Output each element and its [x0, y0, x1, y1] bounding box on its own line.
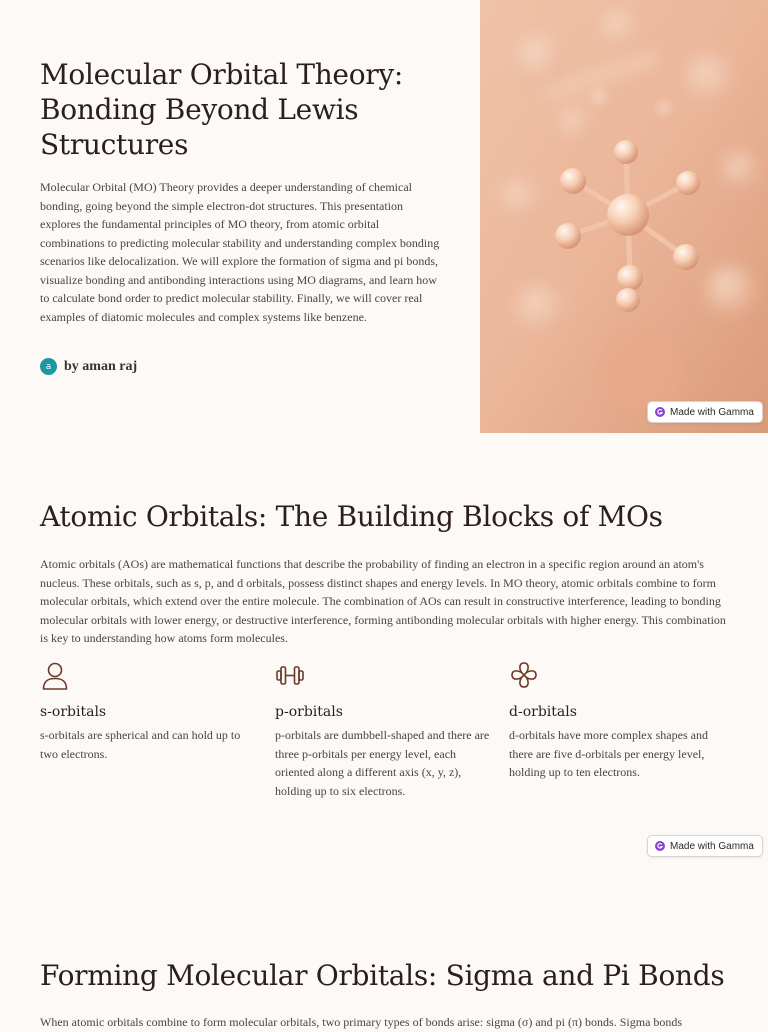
molecule-illustration: [480, 0, 768, 433]
card-s-orbitals: [40, 660, 258, 763]
card-body: s-orbitals are spherical and can hold up to two electrons.: [40, 728, 241, 761]
dumbbell-icon: [275, 660, 305, 690]
molecule-model-image: [480, 0, 768, 433]
section-body-atomic-orbitals: Atomic orbitals (AOs) are mathematical functions that describe the probability of finding an electron in a specific region around an atom's nucleus. These orbitals, such as s, p, and d orbitals, possess distinct shapes and energy levels. In MO theory, atomic orbitals combine to form molecular orbitals, which extend over the entire molecule. The combination of AOs can result in constructive interference, leading to bonding molecular orbitals with lower energy, or destructive interference, forming antibonding molecular orbitals with higher energy. This combination is key to understanding how atoms form molecules.: [40, 557, 726, 645]
hero-description: Molecular Orbital (MO) Theory provides a deeper understanding of chemical bonding, going beyond the simple electron-dot structures. This presentation explores the fundamental principles of MO theory, from atomic orbital combinations to predicting molecular stability and understanding complex bonding scenarios like delocalization. We will explore the formation of sigma and pi bonds, visualize bonding and antibonding interactions using MO diagrams, and learn how to calculate bond order to predict molecular stability. Finally, we will cover real examples of diatomic molecules and complex systems like benzene.: [40, 180, 440, 324]
person-icon: [40, 660, 70, 690]
section-body-sigma-pi: When atomic orbitals combine to form molecular orbitals, two primary types of bonds arise: sigma (σ) and pi (π) bonds. Sigma bonds: [40, 1015, 683, 1029]
made-with-gamma-badge[interactable]: [647, 401, 763, 423]
section-title-sigma-pi: Forming Molecular Orbitals: Sigma and Pi Bonds: [40, 959, 725, 992]
author-byline[interactable]: [40, 358, 137, 375]
clover-icon: [509, 660, 539, 690]
author-name: by aman raj: [64, 358, 138, 374]
page-title: Molecular Orbital Theory: Bonding Beyond Lewis Structures: [40, 58, 403, 161]
card-d-orbitals: [509, 660, 727, 782]
badge-label: Made with Gamma: [670, 406, 754, 418]
gamma-logo-icon: [655, 407, 665, 417]
card-title: p-orbitals: [275, 704, 343, 720]
hero-section: [0, 0, 768, 433]
made-with-gamma-badge[interactable]: [647, 835, 763, 857]
card-body: d-orbitals have more complex shapes and there are five d-orbitals per energy level, holding up to ten electrons.: [509, 728, 708, 779]
card-body: p-orbitals are dumbbell-shaped and there are three p-orbitals per energy level, each oriented along a different axis (x, y, z), holding up to six electrons.: [275, 728, 490, 798]
gamma-logo-icon: [655, 841, 665, 851]
section-title-atomic-orbitals: Atomic Orbitals: The Building Blocks of MOs: [40, 500, 663, 533]
card-title: s-orbitals: [40, 704, 107, 720]
card-p-orbitals: [275, 660, 493, 800]
avatar: a: [40, 358, 57, 375]
badge-label: Made with Gamma: [670, 840, 754, 852]
card-title: d-orbitals: [509, 704, 577, 720]
